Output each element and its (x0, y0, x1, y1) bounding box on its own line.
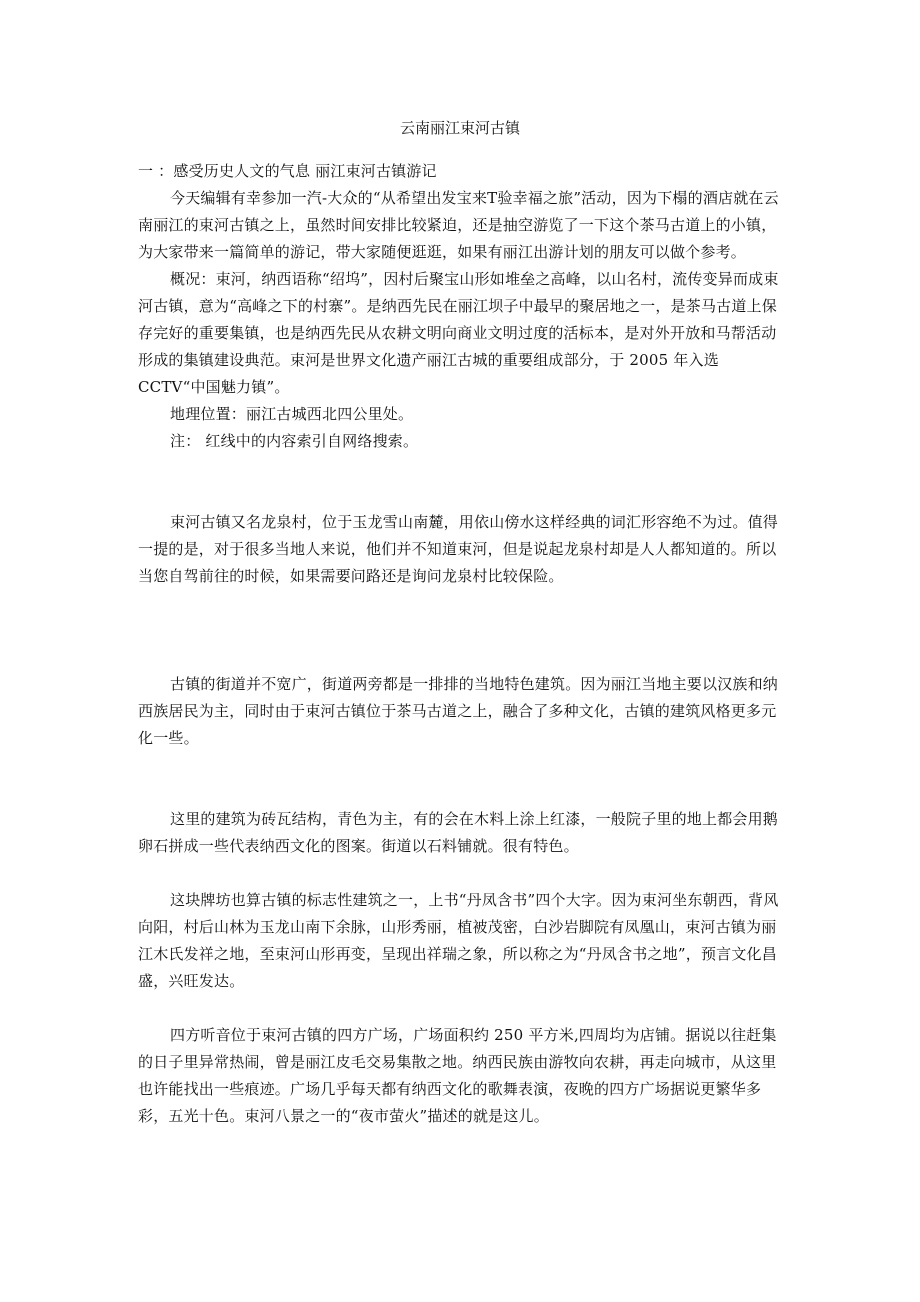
spacer (138, 455, 780, 509)
spacer (138, 860, 780, 887)
document-title: 云南丽江束河古镇 (399, 119, 520, 137)
overview-paragraph: 概况：束河，纳西语称“绍坞”，因村后聚宝山形如堆垒之高峰，以山名村，流传变异而成束河古镇，意为“高峰之下的村寨”。是纳西先民在丽江坝子中最早的聚居地之一，是茶马古道上保存完好的重要集镇，也是纳西先民从农耕文明向商业文明过度的活标本，是对外开放和马帮活动形成的集镇建设典范。束河是世界文化遗产丽江古城的重要组成部分，于 2005 年入选 CCTV“中国魅力镇”。 (138, 270, 779, 396)
section-heading: 一 ：感受历史人文的气息 丽江束河古镇游记 (138, 162, 437, 180)
streets-paragraph: 古镇的街道并不宽广，街道两旁都是一排排的当地特色建筑。因为丽江当地主要以汉族和纳西族居民为主，同时由于束河古镇位于茶马古道之上，融合了多种文化，古镇的建筑风格更多元化一些。 (138, 675, 779, 747)
spacer (138, 590, 780, 671)
archway-paragraph: 这块牌坊也算古镇的标志性建筑之一，上书“丹凤含书”四个大字。因为束河坐东朝西，背风向阳，村后山林为玉龙山南下余脉，山形秀丽，植被茂密，白沙岩脚院有凤凰山，束河古镇为丽江木氏发祥之地，至束河山形再变，呈现出祥瑞之象，所以称之为“丹凤含书之地”，预言文化昌盛，兴旺发达。 (138, 891, 779, 990)
spacer (138, 752, 780, 806)
location-paragraph: 地理位置：丽江古城西北四公里处。 (170, 405, 414, 423)
architecture-paragraph: 这里的建筑为砖瓦结构，青色为主，有的会在木料上涂上红漆，一般院子里的地上都会用鹅卵石拼成一些代表纳西文化的图案。街道以石料铺就。很有特色。 (138, 810, 779, 855)
spacer (138, 995, 780, 1022)
longquan-paragraph: 束河古镇又名龙泉村，位于玉龙雪山南麓，用依山傍水这样经典的词汇形容绝不为过。值得一提的是，对于很多当地人来说，他们并不知道束河，但是说起龙泉村却是人人都知道的。所以当您自驾前往的时候，如果需要问路还是询问龙泉村比较保险。 (138, 513, 779, 585)
document-body (138, 158, 780, 1130)
intro-paragraph: 今天编辑有幸参加一汽-大众的“从希望出发宝来T验幸福之旅”活动，因为下榻的酒店就在云南丽江的束河古镇之上，虽然时间安排比较紧迫，还是抽空游览了一下这个茶马古道上的小镇，为大家带来一篇简单的游记，带大家随便逛逛，如果有丽江出游计划的朋友可以做个参考。 (138, 189, 779, 261)
square-paragraph: 四方听音位于束河古镇的四方广场，广场面积约 250 平方米,四周均为店铺。据说以往赶集的日子里异常热闹，曾是丽江皮毛交易集散之地。纳西民族由游牧向农耕，再走向城市，从这里也许能找出一些痕迹。广场几乎每天都有纳西文化的歌舞表演，夜晚的四方广场据说更繁华多彩，五光十色。束河八景之一的“夜市萤火”描述的就是这儿。 (138, 1026, 777, 1125)
note-paragraph: 注： 红线中的内容索引自网络搜索。 (170, 432, 419, 450)
